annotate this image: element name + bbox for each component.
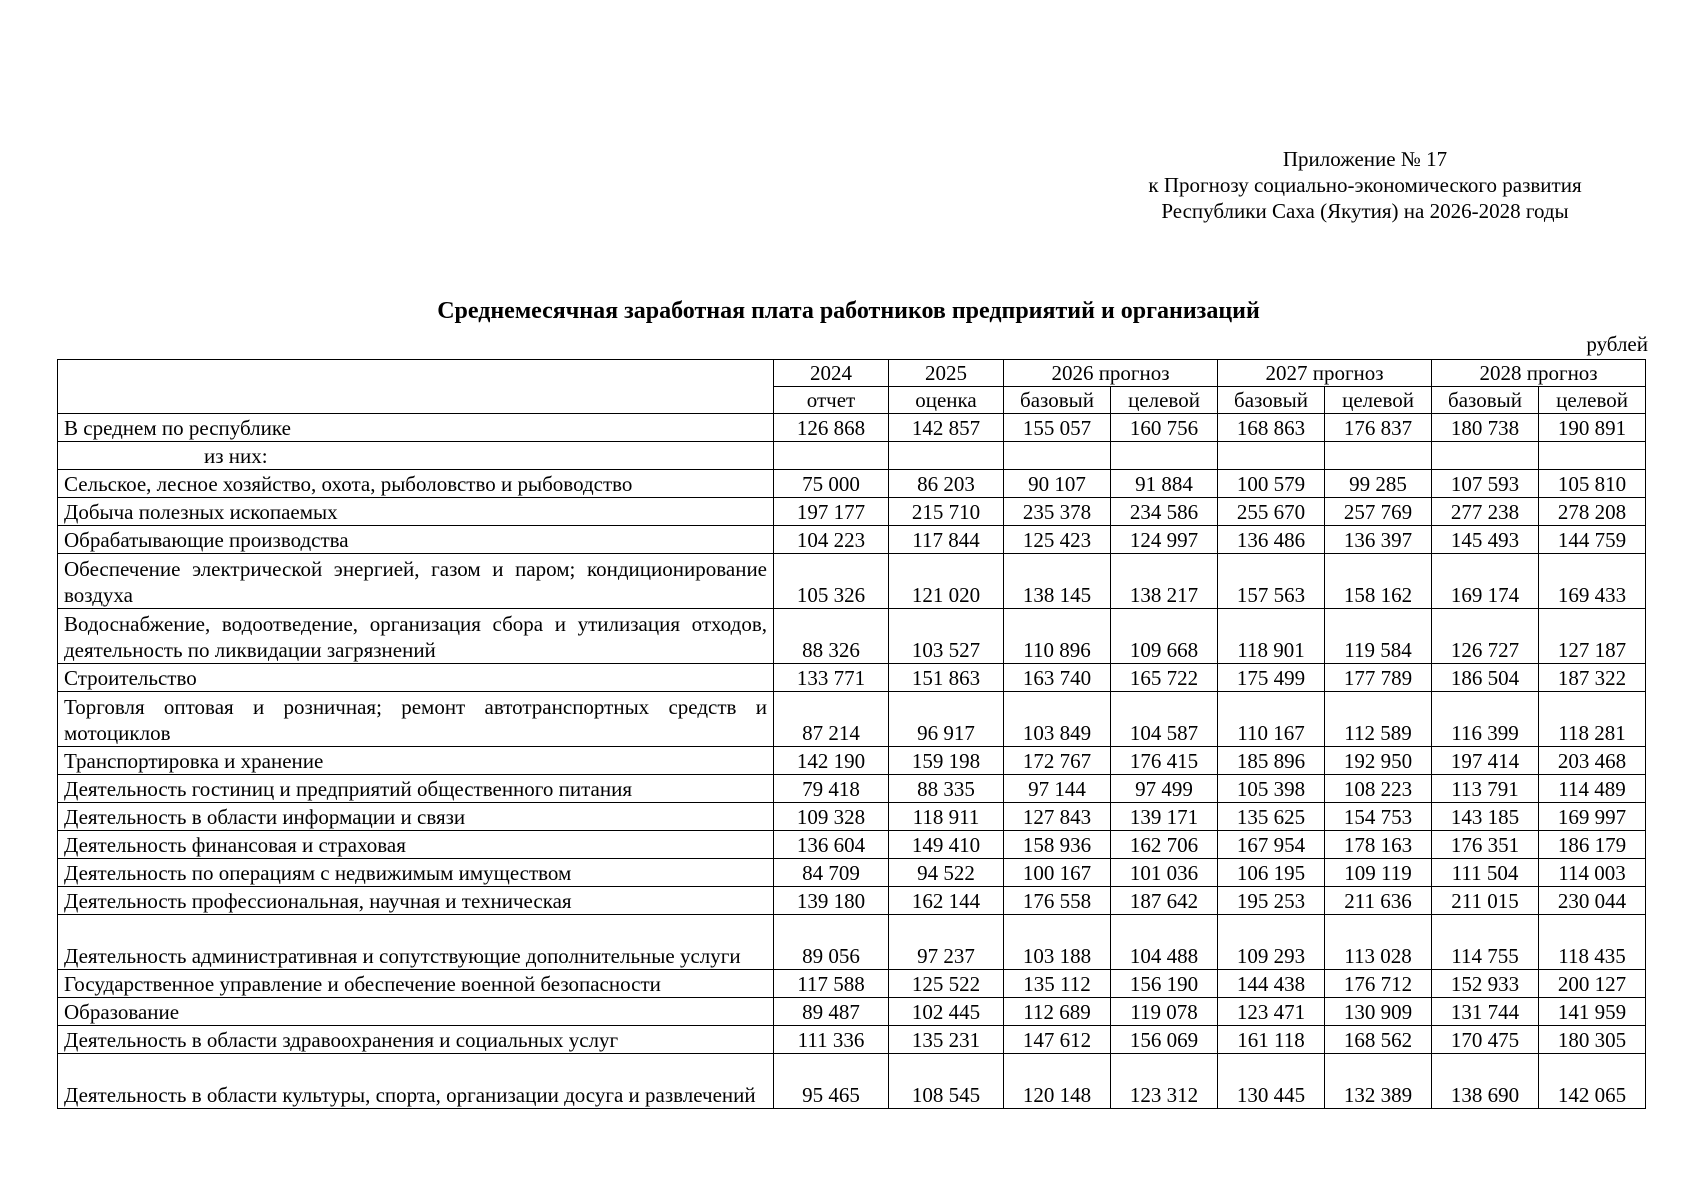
table-row bbox=[58, 554, 1646, 609]
value-2027-target: 178 163 bbox=[1325, 831, 1432, 859]
value-2025-estimate: 102 445 bbox=[889, 998, 1004, 1026]
value-2026-base: 110 896 bbox=[1004, 609, 1111, 664]
row-indicator-name: Обрабатывающие производства bbox=[58, 526, 774, 554]
value-2028-target bbox=[1539, 442, 1646, 470]
wage-table bbox=[57, 359, 1646, 1109]
appendix-region-period: Республики Саха (Якутия) на 2026-2028 годы bbox=[1161, 199, 1569, 223]
value-2026-base: 100 167 bbox=[1004, 859, 1111, 887]
value-2024-report: 87 214 bbox=[774, 692, 889, 747]
row-indicator-name: Добыча полезных ископаемых bbox=[58, 498, 774, 526]
value-2026-base: 172 767 bbox=[1004, 747, 1111, 775]
value-2026-target: 160 756 bbox=[1111, 414, 1218, 442]
value-2025-estimate: 94 522 bbox=[889, 859, 1004, 887]
value-2028-target: 230 044 bbox=[1539, 887, 1646, 915]
value-2026-base: 112 689 bbox=[1004, 998, 1111, 1026]
value-2026-target: 104 488 bbox=[1111, 915, 1218, 970]
units-label: рублей bbox=[1586, 332, 1648, 356]
value-2028-base: 211 015 bbox=[1432, 887, 1539, 915]
value-2024-report: 95 465 bbox=[774, 1054, 889, 1109]
header-2026-forecast: 2026 прогноз bbox=[1004, 360, 1218, 387]
header-2027-base: базовый bbox=[1218, 387, 1325, 414]
header-2026-target: целевой bbox=[1111, 387, 1218, 414]
value-2027-base: 195 253 bbox=[1218, 887, 1325, 915]
value-2027-base: 185 896 bbox=[1218, 747, 1325, 775]
value-2026-base: 176 558 bbox=[1004, 887, 1111, 915]
value-2026-base: 155 057 bbox=[1004, 414, 1111, 442]
row-indicator-name: Деятельность в области здравоохранения и социальных услуг bbox=[58, 1026, 774, 1054]
value-2025-estimate: 117 844 bbox=[889, 526, 1004, 554]
value-2027-target: 192 950 bbox=[1325, 747, 1432, 775]
value-2024-report: 139 180 bbox=[774, 887, 889, 915]
table-row bbox=[58, 609, 1646, 664]
row-indicator-name: Деятельность по операциям с недвижимым имуществом bbox=[58, 859, 774, 887]
value-2027-base: 167 954 bbox=[1218, 831, 1325, 859]
value-2026-target: 156 069 bbox=[1111, 1026, 1218, 1054]
value-2025-estimate bbox=[889, 442, 1004, 470]
table-row bbox=[58, 887, 1646, 915]
value-2026-target: 109 668 bbox=[1111, 609, 1218, 664]
value-2027-base: 136 486 bbox=[1218, 526, 1325, 554]
value-2027-target: 154 753 bbox=[1325, 803, 1432, 831]
value-2028-target: 278 208 bbox=[1539, 498, 1646, 526]
header-2028-target: целевой bbox=[1539, 387, 1646, 414]
value-2026-base: 158 936 bbox=[1004, 831, 1111, 859]
value-2026-target: 104 587 bbox=[1111, 692, 1218, 747]
value-2024-report: 117 588 bbox=[774, 970, 889, 998]
value-2025-estimate: 159 198 bbox=[889, 747, 1004, 775]
value-2026-target: 124 997 bbox=[1111, 526, 1218, 554]
value-2028-target: 186 179 bbox=[1539, 831, 1646, 859]
value-2024-report: 89 487 bbox=[774, 998, 889, 1026]
value-2028-base: 114 755 bbox=[1432, 915, 1539, 970]
value-2028-base: 116 399 bbox=[1432, 692, 1539, 747]
value-2027-base: 135 625 bbox=[1218, 803, 1325, 831]
value-2026-target: 123 312 bbox=[1111, 1054, 1218, 1109]
value-2024-report: 136 604 bbox=[774, 831, 889, 859]
header-estimate: оценка bbox=[889, 387, 1004, 414]
value-2024-report: 142 190 bbox=[774, 747, 889, 775]
value-2028-base: 169 174 bbox=[1432, 554, 1539, 609]
value-2026-target bbox=[1111, 442, 1218, 470]
table-row bbox=[58, 498, 1646, 526]
value-2027-base: 110 167 bbox=[1218, 692, 1325, 747]
value-2024-report: 79 418 bbox=[774, 775, 889, 803]
wage-table-body bbox=[58, 360, 1646, 1109]
value-2027-base: 100 579 bbox=[1218, 470, 1325, 498]
value-2028-target: 144 759 bbox=[1539, 526, 1646, 554]
value-2028-base: 277 238 bbox=[1432, 498, 1539, 526]
row-indicator-name: Сельское, лесное хозяйство, охота, рыболовство и рыбоводство bbox=[58, 470, 774, 498]
row-indicator-name: Водоснабжение, водоотведение, организация сбора и утилизация отходов, деятельность по ликвидации загрязнений bbox=[58, 609, 774, 664]
value-2026-base: 90 107 bbox=[1004, 470, 1111, 498]
table-row bbox=[58, 414, 1646, 442]
value-2027-base: 109 293 bbox=[1218, 915, 1325, 970]
value-2027-target: 108 223 bbox=[1325, 775, 1432, 803]
value-2025-estimate: 88 335 bbox=[889, 775, 1004, 803]
header-2024: 2024 bbox=[774, 360, 889, 387]
table-row bbox=[58, 1054, 1646, 1109]
value-2027-target: 119 584 bbox=[1325, 609, 1432, 664]
header-2027-target: целевой bbox=[1325, 387, 1432, 414]
value-2026-base: 127 843 bbox=[1004, 803, 1111, 831]
value-2028-base: 197 414 bbox=[1432, 747, 1539, 775]
table-row bbox=[58, 442, 1646, 470]
value-2027-target: 257 769 bbox=[1325, 498, 1432, 526]
value-2026-base: 138 145 bbox=[1004, 554, 1111, 609]
value-2027-target: 113 028 bbox=[1325, 915, 1432, 970]
value-2028-target: 127 187 bbox=[1539, 609, 1646, 664]
row-indicator-name: Деятельность административная и сопутствующие дополнительные услуги bbox=[58, 915, 774, 970]
value-2027-base bbox=[1218, 442, 1325, 470]
table-row bbox=[58, 664, 1646, 692]
value-2028-target: 169 433 bbox=[1539, 554, 1646, 609]
header-indicator-cell bbox=[58, 360, 774, 414]
row-indicator-name: Транспортировка и хранение bbox=[58, 747, 774, 775]
value-2024-report: 126 868 bbox=[774, 414, 889, 442]
value-2024-report: 133 771 bbox=[774, 664, 889, 692]
value-2026-base: 97 144 bbox=[1004, 775, 1111, 803]
row-indicator-name: Деятельность гостиниц и предприятий общественного питания bbox=[58, 775, 774, 803]
value-2027-target: 112 589 bbox=[1325, 692, 1432, 747]
value-2025-estimate: 97 237 bbox=[889, 915, 1004, 970]
value-2027-base: 255 670 bbox=[1218, 498, 1325, 526]
header-2027-forecast: 2027 прогноз bbox=[1218, 360, 1432, 387]
value-2024-report: 89 056 bbox=[774, 915, 889, 970]
value-2028-target: 114 003 bbox=[1539, 859, 1646, 887]
value-2024-report: 105 326 bbox=[774, 554, 889, 609]
value-2027-target: 211 636 bbox=[1325, 887, 1432, 915]
header-row-years bbox=[58, 360, 1646, 387]
value-2027-base: 106 195 bbox=[1218, 859, 1325, 887]
value-2025-estimate: 151 863 bbox=[889, 664, 1004, 692]
value-2026-target: 162 706 bbox=[1111, 831, 1218, 859]
table-row bbox=[58, 970, 1646, 998]
value-2024-report: 111 336 bbox=[774, 1026, 889, 1054]
value-2027-target: 176 712 bbox=[1325, 970, 1432, 998]
value-2028-target: 187 322 bbox=[1539, 664, 1646, 692]
value-2027-base: 123 471 bbox=[1218, 998, 1325, 1026]
value-2027-target bbox=[1325, 442, 1432, 470]
value-2028-target: 180 305 bbox=[1539, 1026, 1646, 1054]
value-2025-estimate: 108 545 bbox=[889, 1054, 1004, 1109]
value-2025-estimate: 118 911 bbox=[889, 803, 1004, 831]
row-indicator-name: В среднем по республике bbox=[58, 414, 774, 442]
value-2024-report: 84 709 bbox=[774, 859, 889, 887]
value-2024-report: 109 328 bbox=[774, 803, 889, 831]
row-indicator-name: Деятельность финансовая и страховая bbox=[58, 831, 774, 859]
row-indicator-name: Строительство bbox=[58, 664, 774, 692]
row-indicator-name: Деятельность в области информации и связи bbox=[58, 803, 774, 831]
value-2028-base: 180 738 bbox=[1432, 414, 1539, 442]
value-2028-base: 111 504 bbox=[1432, 859, 1539, 887]
value-2026-base: 135 112 bbox=[1004, 970, 1111, 998]
row-indicator-name: Государственное управление и обеспечение военной безопасности bbox=[58, 970, 774, 998]
table-row bbox=[58, 747, 1646, 775]
value-2026-base: 103 849 bbox=[1004, 692, 1111, 747]
value-2026-target: 91 884 bbox=[1111, 470, 1218, 498]
value-2028-target: 118 435 bbox=[1539, 915, 1646, 970]
value-2025-estimate: 215 710 bbox=[889, 498, 1004, 526]
value-2027-target: 168 562 bbox=[1325, 1026, 1432, 1054]
value-2026-base: 120 148 bbox=[1004, 1054, 1111, 1109]
table-row bbox=[58, 998, 1646, 1026]
value-2027-base: 118 901 bbox=[1218, 609, 1325, 664]
value-2028-target: 118 281 bbox=[1539, 692, 1646, 747]
table-row bbox=[58, 831, 1646, 859]
value-2026-target: 187 642 bbox=[1111, 887, 1218, 915]
value-2024-report: 75 000 bbox=[774, 470, 889, 498]
value-2026-base: 103 188 bbox=[1004, 915, 1111, 970]
value-2027-target: 177 789 bbox=[1325, 664, 1432, 692]
header-2028-base: базовый bbox=[1432, 387, 1539, 414]
value-2028-target: 142 065 bbox=[1539, 1054, 1646, 1109]
value-2027-target: 176 837 bbox=[1325, 414, 1432, 442]
value-2027-base: 144 438 bbox=[1218, 970, 1325, 998]
value-2027-base: 130 445 bbox=[1218, 1054, 1325, 1109]
value-2027-base: 175 499 bbox=[1218, 664, 1325, 692]
table-row bbox=[58, 859, 1646, 887]
value-2028-base: 126 727 bbox=[1432, 609, 1539, 664]
table-row bbox=[58, 775, 1646, 803]
value-2026-target: 234 586 bbox=[1111, 498, 1218, 526]
table-row bbox=[58, 526, 1646, 554]
row-indicator-name: Обеспечение электрической энергией, газом и паром; кондиционирование воздуха bbox=[58, 554, 774, 609]
value-2026-target: 165 722 bbox=[1111, 664, 1218, 692]
value-2028-base: 113 791 bbox=[1432, 775, 1539, 803]
appendix-note bbox=[1085, 146, 1645, 224]
row-indicator-name: Деятельность в области культуры, спорта, организации досуга и развлечений bbox=[58, 1054, 774, 1109]
value-2028-target: 169 997 bbox=[1539, 803, 1646, 831]
value-2026-base: 125 423 bbox=[1004, 526, 1111, 554]
table-row bbox=[58, 1026, 1646, 1054]
value-2024-report bbox=[774, 442, 889, 470]
value-2028-target: 114 489 bbox=[1539, 775, 1646, 803]
appendix-reference: к Прогнозу социально-экономического развития bbox=[1148, 173, 1582, 197]
value-2025-estimate: 142 857 bbox=[889, 414, 1004, 442]
row-indicator-name: Торговля оптовая и розничная; ремонт автотранспортных средств и мотоциклов bbox=[58, 692, 774, 747]
value-2027-target: 158 162 bbox=[1325, 554, 1432, 609]
value-2028-base bbox=[1432, 442, 1539, 470]
value-2027-target: 136 397 bbox=[1325, 526, 1432, 554]
value-2024-report: 197 177 bbox=[774, 498, 889, 526]
value-2028-target: 141 959 bbox=[1539, 998, 1646, 1026]
value-2026-base: 163 740 bbox=[1004, 664, 1111, 692]
value-2026-base: 235 378 bbox=[1004, 498, 1111, 526]
value-2025-estimate: 162 144 bbox=[889, 887, 1004, 915]
value-2028-target: 200 127 bbox=[1539, 970, 1646, 998]
value-2026-target: 101 036 bbox=[1111, 859, 1218, 887]
header-report: отчет bbox=[774, 387, 889, 414]
document-title: Среднемесячная заработная плата работников предприятий и организаций bbox=[437, 298, 1260, 324]
value-2027-base: 157 563 bbox=[1218, 554, 1325, 609]
value-2028-base: 138 690 bbox=[1432, 1054, 1539, 1109]
value-2028-base: 145 493 bbox=[1432, 526, 1539, 554]
value-2027-base: 161 118 bbox=[1218, 1026, 1325, 1054]
value-2027-target: 130 909 bbox=[1325, 998, 1432, 1026]
value-2025-estimate: 103 527 bbox=[889, 609, 1004, 664]
value-2025-estimate: 121 020 bbox=[889, 554, 1004, 609]
value-2024-report: 88 326 bbox=[774, 609, 889, 664]
value-2026-base bbox=[1004, 442, 1111, 470]
appendix-number: Приложение № 17 bbox=[1282, 147, 1448, 171]
value-2026-target: 139 171 bbox=[1111, 803, 1218, 831]
value-2025-estimate: 149 410 bbox=[889, 831, 1004, 859]
value-2026-target: 97 499 bbox=[1111, 775, 1218, 803]
value-2025-estimate: 125 522 bbox=[889, 970, 1004, 998]
header-2028-forecast: 2028 прогноз bbox=[1432, 360, 1646, 387]
value-2026-target: 156 190 bbox=[1111, 970, 1218, 998]
row-indicator-name: из них: bbox=[58, 442, 774, 470]
value-2026-base: 147 612 bbox=[1004, 1026, 1111, 1054]
value-2028-base: 143 185 bbox=[1432, 803, 1539, 831]
value-2027-target: 99 285 bbox=[1325, 470, 1432, 498]
value-2027-base: 168 863 bbox=[1218, 414, 1325, 442]
row-indicator-name: Деятельность профессиональная, научная и техническая bbox=[58, 887, 774, 915]
value-2024-report: 104 223 bbox=[774, 526, 889, 554]
value-2028-target: 190 891 bbox=[1539, 414, 1646, 442]
value-2028-base: 170 475 bbox=[1432, 1026, 1539, 1054]
value-2028-target: 203 468 bbox=[1539, 747, 1646, 775]
value-2026-target: 138 217 bbox=[1111, 554, 1218, 609]
value-2027-base: 105 398 bbox=[1218, 775, 1325, 803]
value-2025-estimate: 96 917 bbox=[889, 692, 1004, 747]
table-row bbox=[58, 692, 1646, 747]
table-row bbox=[58, 915, 1646, 970]
value-2028-target: 105 810 bbox=[1539, 470, 1646, 498]
value-2028-base: 107 593 bbox=[1432, 470, 1539, 498]
value-2027-target: 132 389 bbox=[1325, 1054, 1432, 1109]
value-2027-target: 109 119 bbox=[1325, 859, 1432, 887]
value-2025-estimate: 86 203 bbox=[889, 470, 1004, 498]
value-2026-target: 119 078 bbox=[1111, 998, 1218, 1026]
value-2025-estimate: 135 231 bbox=[889, 1026, 1004, 1054]
row-indicator-name: Образование bbox=[58, 998, 774, 1026]
value-2026-target: 176 415 bbox=[1111, 747, 1218, 775]
table-row bbox=[58, 803, 1646, 831]
value-2028-base: 131 744 bbox=[1432, 998, 1539, 1026]
header-2026-base: базовый bbox=[1004, 387, 1111, 414]
header-2025: 2025 bbox=[889, 360, 1004, 387]
value-2028-base: 152 933 bbox=[1432, 970, 1539, 998]
value-2028-base: 186 504 bbox=[1432, 664, 1539, 692]
table-row bbox=[58, 470, 1646, 498]
value-2028-base: 176 351 bbox=[1432, 831, 1539, 859]
